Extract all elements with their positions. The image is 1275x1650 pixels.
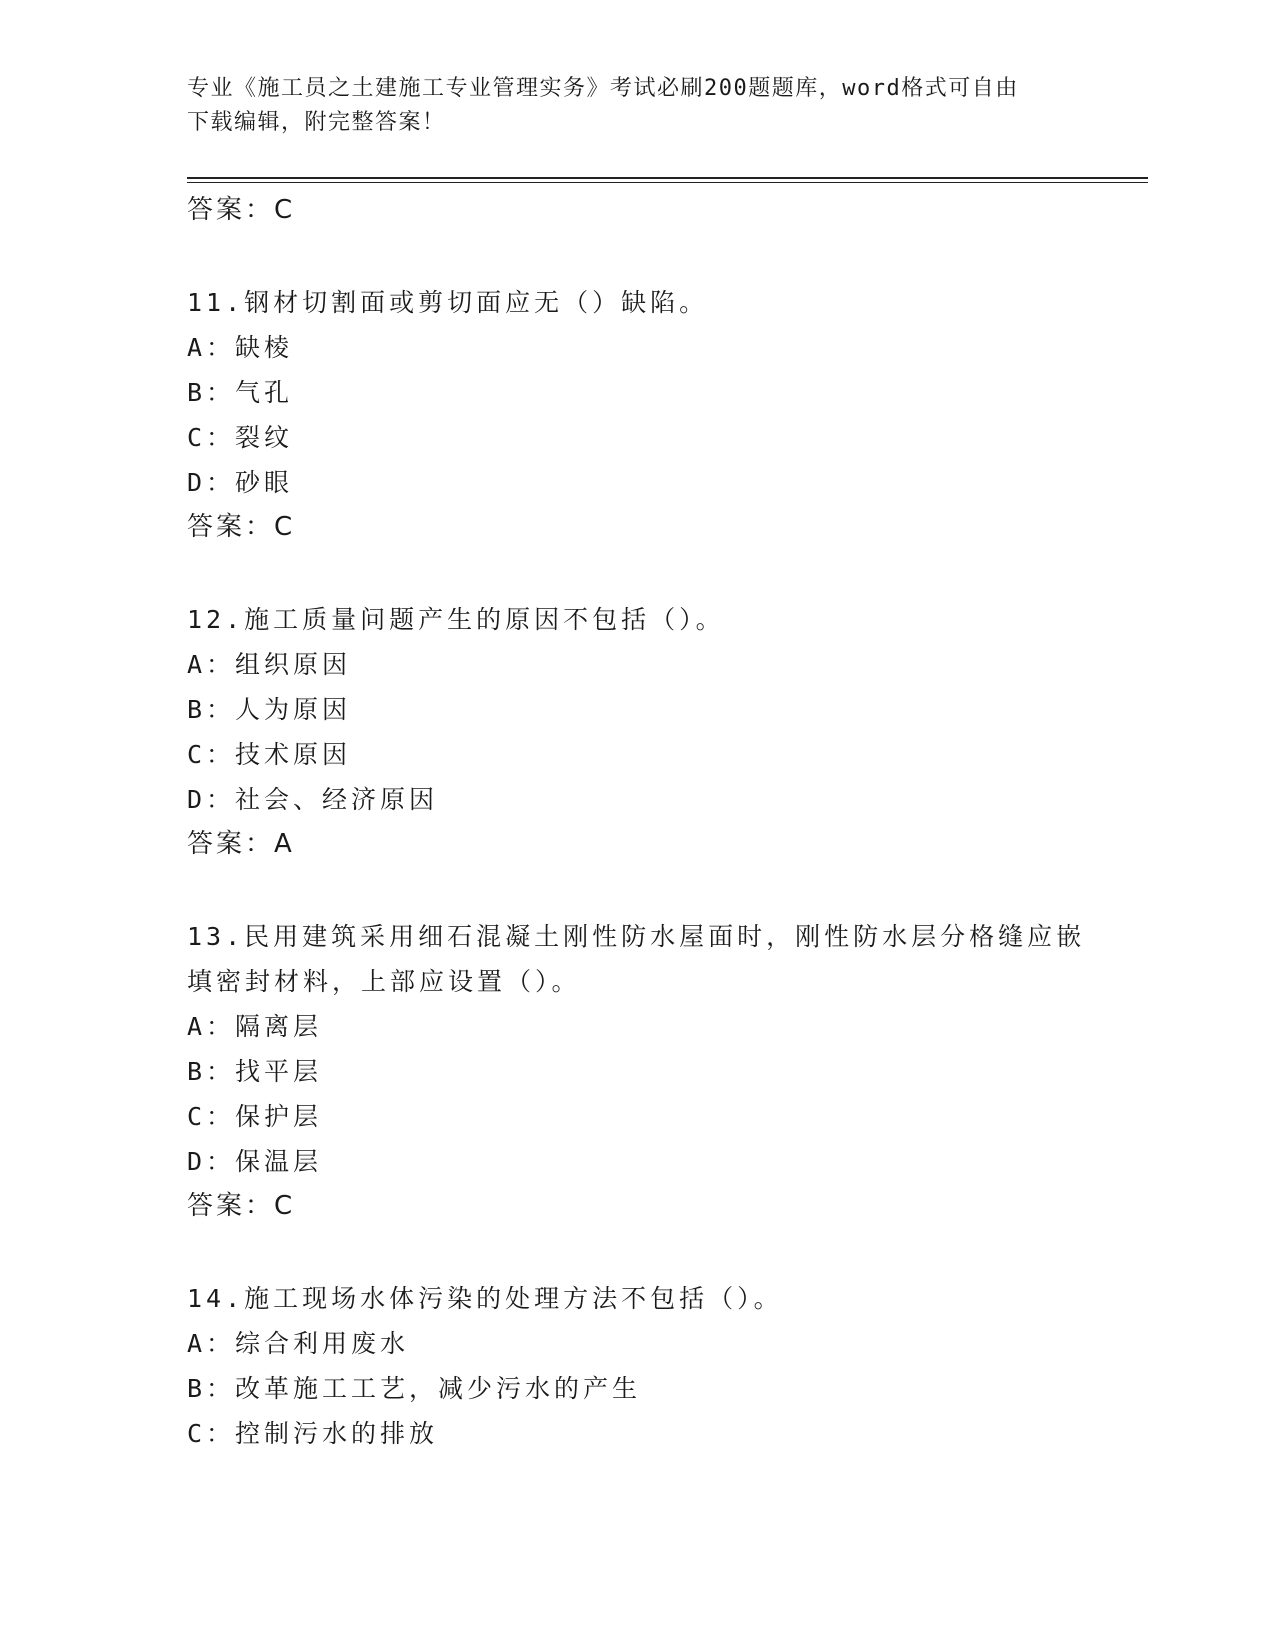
option-d: D：保温层 xyxy=(187,1147,323,1176)
question-13 xyxy=(187,914,1087,1229)
option-a: A：隔离层 xyxy=(187,1012,323,1041)
option-d: D：砂眼 xyxy=(187,468,294,497)
question-stem-line-1: 13.民用建筑采用细石混凝土刚性防水屋面时，刚性防水层分格缝应嵌 xyxy=(187,922,1086,951)
question-11 xyxy=(187,280,1087,550)
question-list xyxy=(187,188,1087,1456)
header-title-line-2: 下载编辑，附完整答案！ xyxy=(187,110,446,135)
option-b: B：气孔 xyxy=(187,378,294,407)
answer-line: 答案：A xyxy=(187,829,295,859)
option-a: A：组织原因 xyxy=(187,650,352,679)
question-stem-line-2: 填密封材料，上部应设置（）。 xyxy=(187,967,581,996)
option-c: C：保护层 xyxy=(187,1102,323,1131)
question-stem: 14.施工现场水体污染的处理方法不包括（）。 xyxy=(187,1284,783,1313)
header-rule-thin xyxy=(187,182,1148,183)
option-a: A：综合利用废水 xyxy=(187,1329,410,1358)
answer-line: 答案：C xyxy=(187,512,296,542)
option-a: A：缺棱 xyxy=(187,333,294,362)
option-c: C：控制污水的排放 xyxy=(187,1419,439,1448)
answer-line: 答案：C xyxy=(187,1191,296,1221)
option-c: C：裂纹 xyxy=(187,423,294,452)
spacer xyxy=(187,233,1087,280)
spacer xyxy=(187,867,1087,914)
document-header xyxy=(187,72,1087,140)
header-title-line-1: 专业《施工员之土建施工专业管理实务》考试必刷200题题库，word格式可自由 xyxy=(187,76,1019,101)
option-b: B：找平层 xyxy=(187,1057,323,1086)
question-14 xyxy=(187,1276,1087,1456)
question-stem: 11.钢材切割面或剪切面应无（）缺陷。 xyxy=(187,288,709,317)
previous-answer: 答案：C xyxy=(187,195,296,225)
option-c: C：技术原因 xyxy=(187,740,352,769)
spacer xyxy=(187,550,1087,597)
option-b: B：人为原因 xyxy=(187,695,352,724)
option-b: B：改革施工工艺，减少污水的产生 xyxy=(187,1374,642,1403)
header-rule-thick xyxy=(187,177,1148,179)
spacer xyxy=(187,1229,1087,1276)
question-12 xyxy=(187,597,1087,867)
question-stem: 12.施工质量问题产生的原因不包括（）。 xyxy=(187,605,725,634)
option-d: D：社会、经济原因 xyxy=(187,785,439,814)
